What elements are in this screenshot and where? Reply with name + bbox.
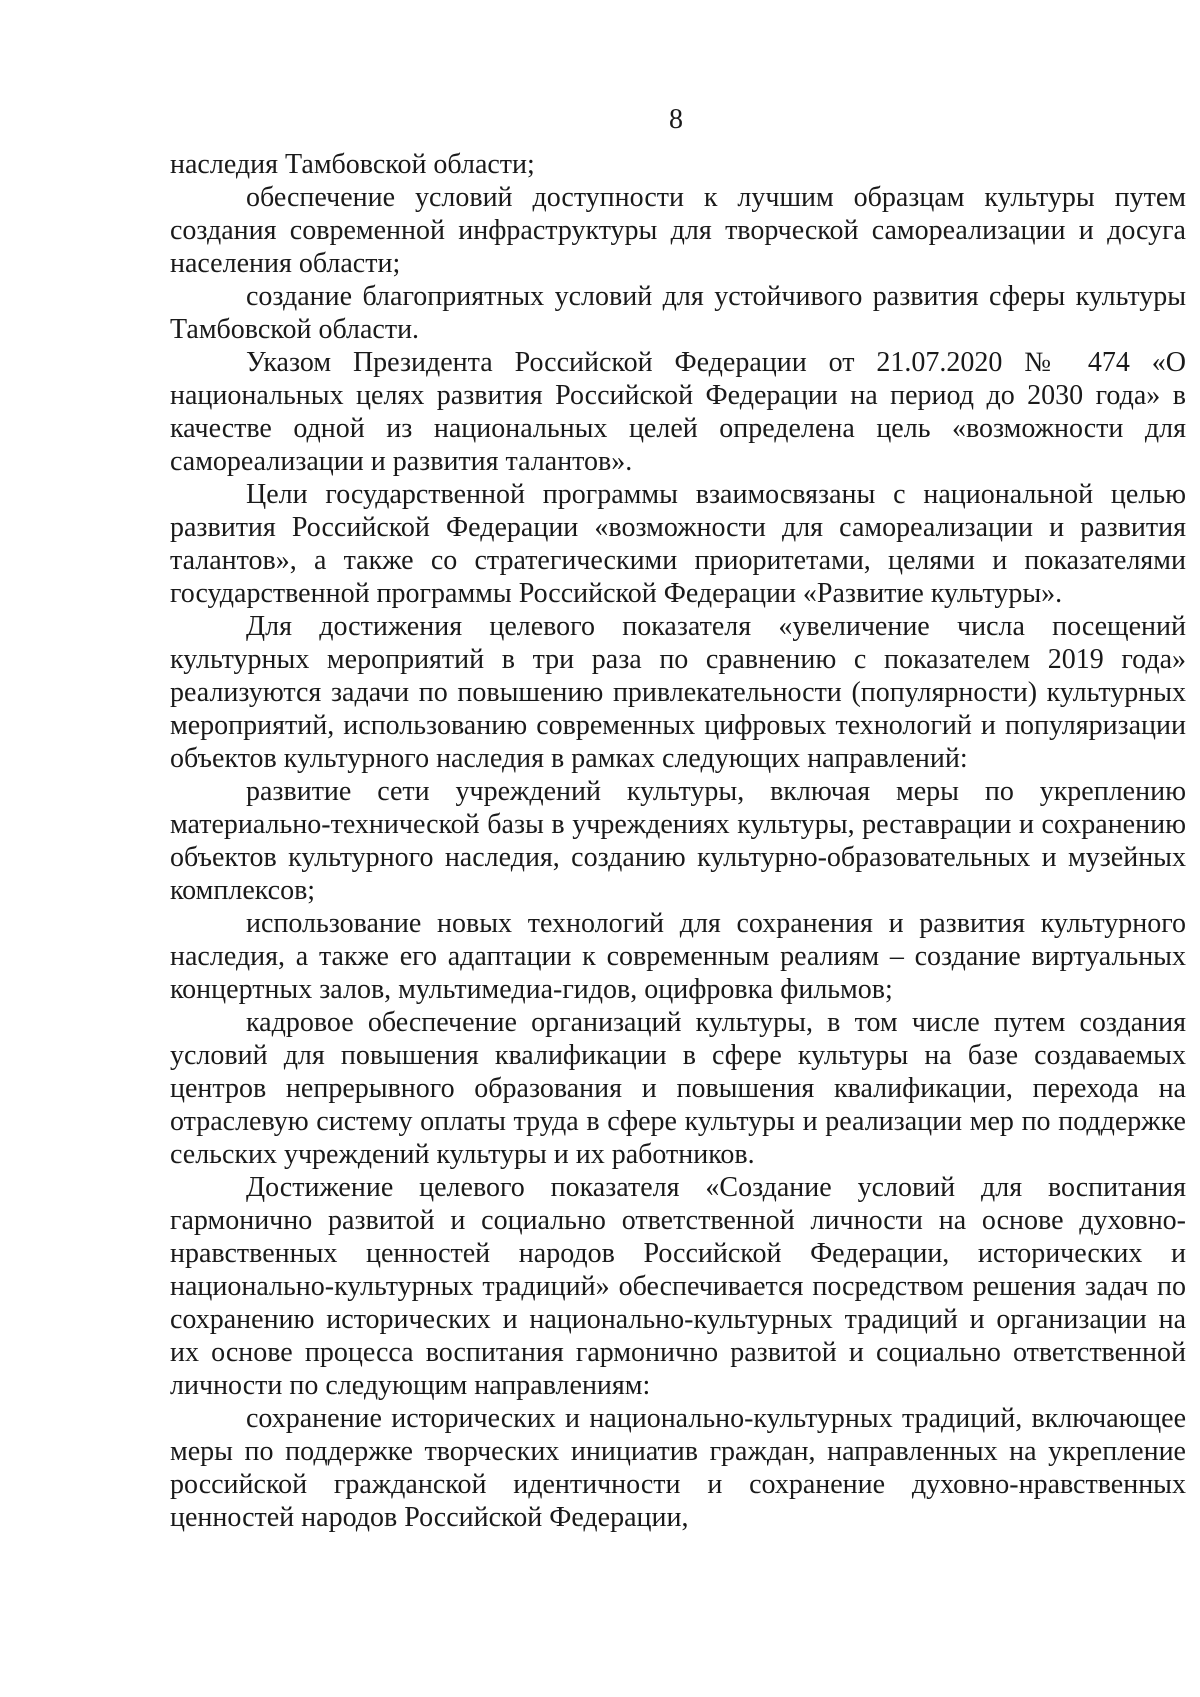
paragraph-4: Указом Президента Российской Федерации от 21.07.2020 № 474 «О национальных целях развития Российской Федерации на период до 2030 года» в качестве одной из национальных целей определена цель «возможности для самореализации и развития талантов».: [170, 347, 1186, 477]
paragraph-7: развитие сети учреждений культуры, включая меры по укреплению материально-технической базы в учреждениях культуры, реставрации и сохранению объектов культурного наследия, созданию культурно-образовательных и музейных комплексов;: [170, 776, 1186, 906]
paragraph-10: Достижение целевого показателя «Создание условий для воспитания гармонично развитой и социально ответственной личности на основе духовно-нравственных ценностей народов Российской Федерации, исторических и национально-культурных традиций» обеспечивается посредством решения задач по сохранению исторических и национально-культурных традиций и организации на их основе процесса воспитания гармонично развитой и социально ответственной личности по следующим направлениям:: [170, 1172, 1186, 1401]
paragraph-1: наследия Тамбовской области;: [170, 149, 535, 180]
paragraph-2: обеспечение условий доступности к лучшим образцам культуры путем создания современной инфраструктуры для творческой самореализации и досуга населения области;: [170, 182, 1186, 279]
paragraph-11: сохранение исторических и национально-культурных традиций, включающее меры по поддержке творческих инициатив граждан, направленных на укрепление российской гражданской идентичности и сохранение духовно-нравственных ценностей народов Российской Федерации,: [170, 1403, 1186, 1533]
page-number: 8: [669, 104, 683, 135]
document-body: [170, 148, 1186, 1534]
paragraph-3: создание благоприятных условий для устойчивого развития сферы культуры Тамбовской области.: [170, 281, 1186, 345]
paragraph-5: Цели государственной программы взаимосвязаны с национальной целью развития Российской Федерации «возможности для самореализации и развития талантов», а также со стратегическими приоритетами, целями и показателями государственной программы Российской Федерации «Развитие культуры».: [170, 479, 1186, 609]
paragraph-9: кадровое обеспечение организаций культуры, в том числе путем создания условий для повышения квалификации в сфере культуры на базе создаваемых центров непрерывного образования и повышения квалификации, перехода на отраслевую систему оплаты труда в сфере культуры и реализации мер по поддержке сельских учреждений культуры и их работников.: [170, 1007, 1186, 1170]
paragraph-6: Для достижения целевого показателя «увеличение числа посещений культурных мероприятий в три раза по сравнению с показателем 2019 года» реализуются задачи по повышению привлекательности (популярности) культурных мероприятий, использованию современных цифровых технологий и популяризации объектов культурного наследия в рамках следующих направлений:: [170, 611, 1186, 774]
paragraph-8: использование новых технологий для сохранения и развития культурного наследия, а также его адаптации к современным реалиям – создание виртуальных концертных залов, мультимедиа-гидов, оцифровка фильмов;: [170, 908, 1186, 1005]
